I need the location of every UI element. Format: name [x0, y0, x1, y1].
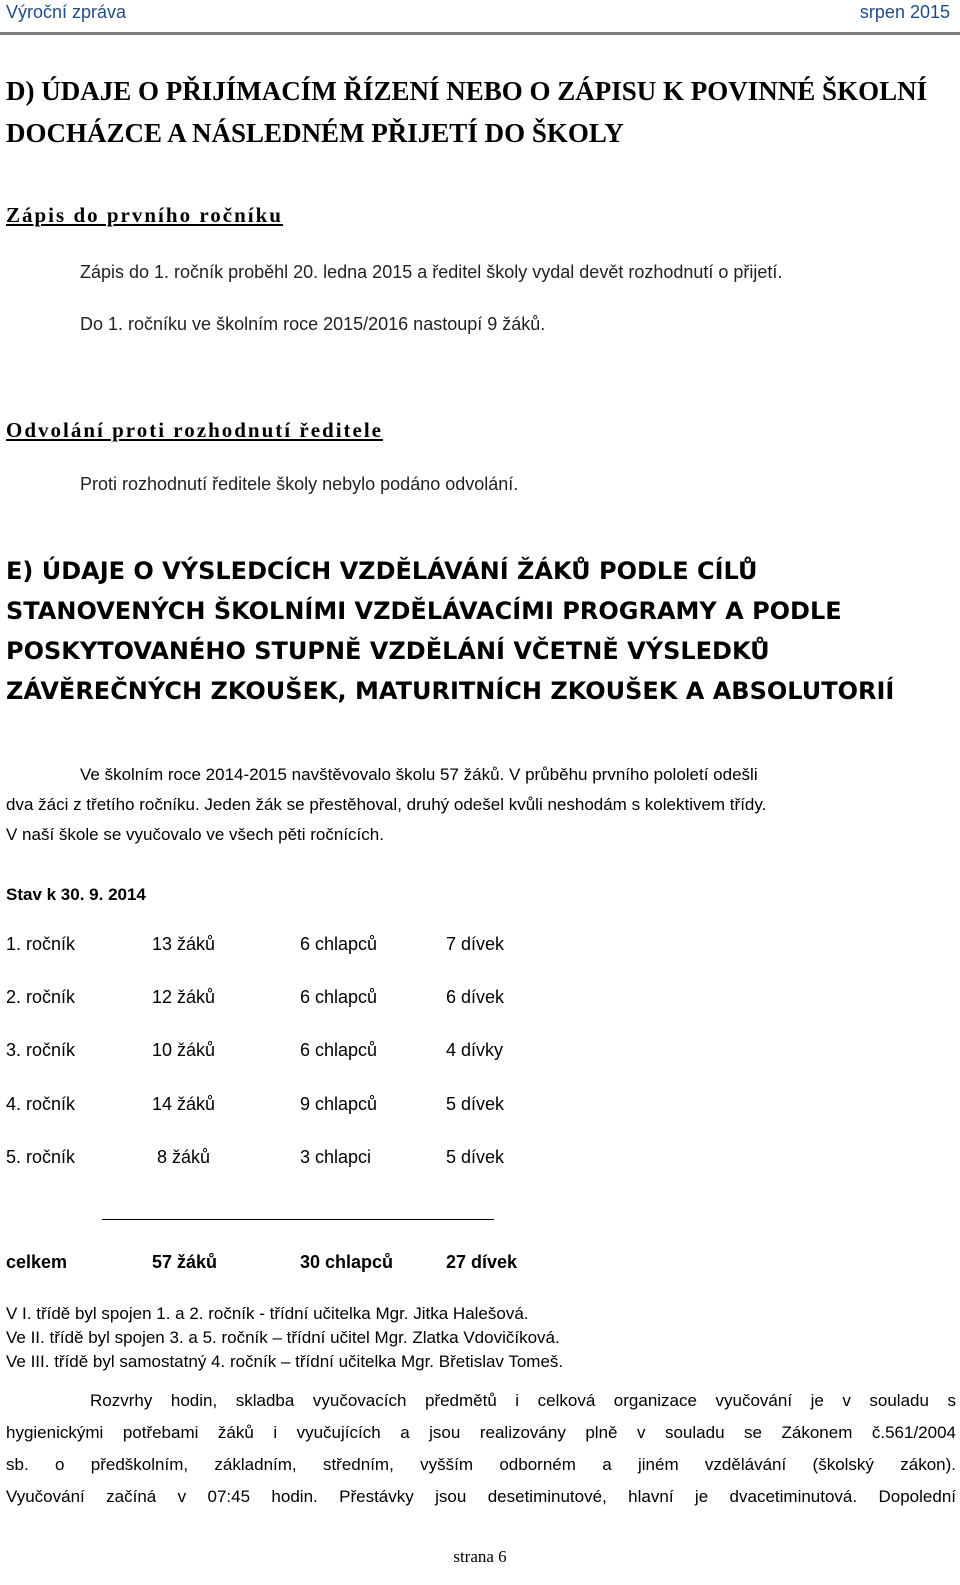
zapis-line1: Zápis do 1. ročník proběhl 20. ledna 2015 a ředitel školy vydal devět rozhodnutí o přijetí.	[80, 262, 783, 282]
section-d-title	[6, 70, 946, 154]
grade-cell: 4. ročník	[6, 1094, 76, 1114]
stav-heading: Stav k 30. 9. 2014	[6, 885, 146, 904]
page-header	[0, 0, 960, 30]
total-label: celkem	[6, 1252, 68, 1272]
header-title: Výroční zpráva	[6, 2, 127, 22]
header-divider	[0, 32, 960, 35]
pupils-cell: 10 žáků	[152, 1040, 216, 1060]
total-boys: 30 chlapců	[300, 1252, 394, 1272]
para-line4: Vyučování začíná v 07:45 hodin. Přestávky jsou desetiminutové, hlavní je dvacetiminutová. Dopolední	[6, 1487, 956, 1506]
pupils-cell: 12 žáků	[152, 987, 216, 1007]
section-d-title-line1: D) ÚDAJE O PŘIJÍMACÍM ŘÍZENÍ NEBO O ZÁPISU K POVINNÉ ŠKOLNÍ	[6, 76, 928, 106]
boys-cell: 9 chlapců	[300, 1094, 378, 1114]
total-pupils: 57 žáků	[152, 1252, 218, 1272]
section-e-title-line3: POSKYTOVANÉHO STUPNĚ VZDĚLÁNÍ VČETNĚ VÝSLEDKŮ	[6, 637, 770, 665]
class-line2: Ve II. třídě byl spojen 3. a 5. ročník – třídní učitel Mgr. Zlatka Vdovičíková.	[6, 1328, 560, 1347]
grade-cell: 3. ročník	[6, 1040, 76, 1060]
class-line1: V I. třídě byl spojen 1. a 2. ročník - třídní učitelka Mgr. Jitka Halešová.	[6, 1304, 529, 1323]
boys-cell: 6 chlapců	[300, 1040, 378, 1060]
intro-paragraph	[6, 760, 956, 850]
intro-line2: dva žáci z třetího ročníku. Jeden žák se přestěhoval, druhý odešel kvůli neshodám s kolektivem třídy.	[6, 795, 767, 814]
girls-cell: 6 dívek	[446, 987, 505, 1007]
girls-cell: 7 dívek	[446, 934, 505, 954]
section-e-title	[6, 551, 946, 711]
grade-cell: 1. ročník	[6, 934, 76, 954]
zapis-line2: Do 1. ročníku ve školním roce 2015/2016 nastoupí 9 žáků.	[80, 314, 546, 334]
odvolani-text: Proti rozhodnutí ředitele školy nebylo podáno odvolání.	[80, 474, 519, 494]
intro-line3: V naší škole se vyučovalo ve všech pěti ročnících.	[6, 825, 384, 844]
intro-line1: Ve školním roce 2014-2015 navštěvovalo školu 57 žáků. V průběhu prvního pololetí odešli	[80, 765, 758, 784]
section-d-title-line2: DOCHÁZCE A NÁSLEDNÉM PŘIJETÍ DO ŠKOLY	[6, 118, 624, 148]
header-date: srpen 2015	[859, 2, 950, 22]
total-divider	[102, 1219, 494, 1220]
zapis-heading: Zápis do prvního ročníku	[6, 203, 283, 227]
pupils-cell: 8 žáků	[152, 1147, 211, 1167]
class-line3: Ve III. třídě byl samostatný 4. ročník – třídní učitelka Mgr. Břetislav Tomeš.	[6, 1352, 564, 1371]
section-e-title-line1: E) ÚDAJE O VÝSLEDCÍCH VZDĚLÁVÁNÍ ŽÁKŮ PODLE CÍLŮ	[6, 557, 758, 585]
odvolani-heading: Odvolání proti rozhodnutí ředitele	[6, 418, 383, 442]
girls-cell: 4 dívky	[446, 1040, 504, 1060]
para-line3: sb. o předškolním, základním, středním, vyšším odborném a jiném vzdělávání (školský zákon).	[6, 1455, 956, 1474]
para-line1: Rozvrhy hodin, skladba vyučovacích předmětů i celková organizace vyučování je v souladu s	[90, 1391, 956, 1410]
grade-cell: 5. ročník	[6, 1147, 76, 1167]
girls-cell: 5 dívek	[446, 1094, 505, 1114]
para-line2: hygienickými potřebami žáků i vyučujících a jsou realizovány plně v souladu se Zákonem č.561/2004	[6, 1423, 956, 1442]
grade-cell: 2. ročník	[6, 987, 76, 1007]
schedule-paragraph	[6, 1385, 956, 1513]
girls-cell: 5 dívek	[446, 1147, 505, 1167]
total-girls: 27 dívek	[446, 1252, 518, 1272]
pupils-cell: 14 žáků	[152, 1094, 216, 1114]
boys-cell: 6 chlapců	[300, 934, 378, 954]
pupils-cell: 13 žáků	[152, 934, 216, 954]
boys-cell: 3 chlapci	[300, 1147, 372, 1167]
section-e-title-line2: STANOVENÝCH ŠKOLNÍMI VZDĚLÁVACÍMI PROGRAMY A PODLE	[6, 597, 842, 625]
boys-cell: 6 chlapců	[300, 987, 378, 1007]
section-e-title-line4: ZÁVĚREČNÝCH ZKOUŠEK, MATURITNÍCH ZKOUŠEK A ABSOLUTORIÍ	[6, 677, 895, 705]
page-number: strana 6	[453, 1547, 507, 1566]
class-assignments	[6, 1302, 563, 1374]
